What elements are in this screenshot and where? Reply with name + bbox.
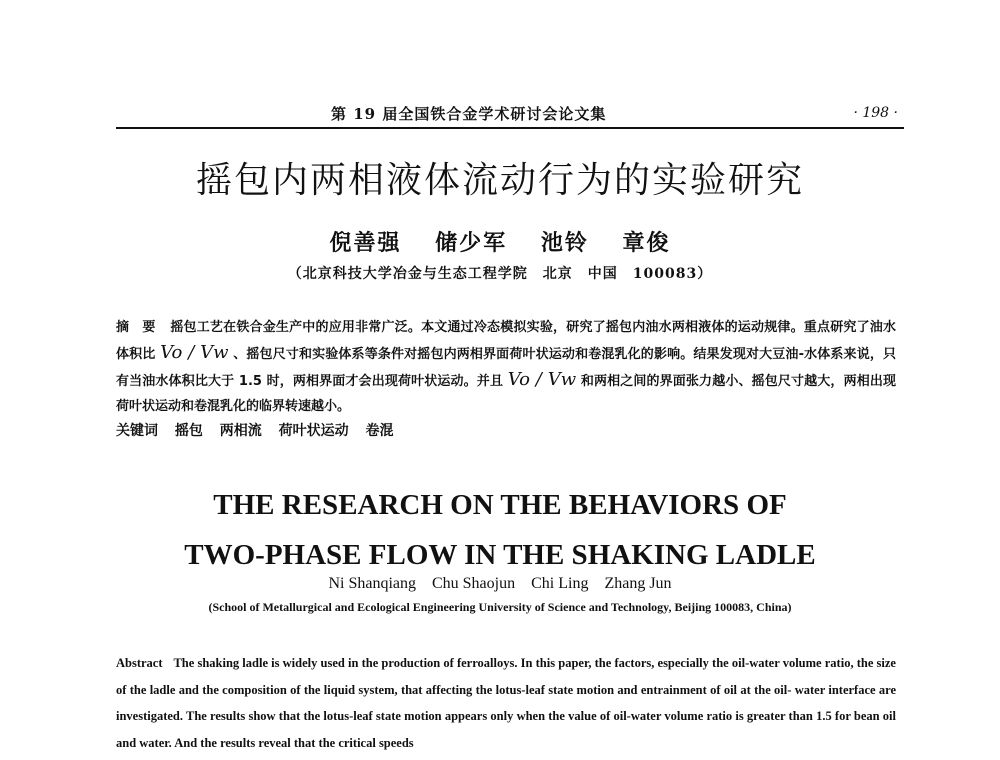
chinese-abstract-label: 摘 要 [116,320,156,335]
author-3: 池铃 [540,230,589,256]
running-header [116,101,904,129]
english-title [0,480,1000,580]
english-abstract [116,650,896,756]
keyword: 卷混 [365,423,394,439]
chinese-affiliation: （北京科技大学冶金与生态工程学院 北京 中国 100083） [287,266,713,282]
volume-ratio-symbol: Vo / Vw [507,369,577,390]
chinese-abstract [116,315,896,419]
author-1: 倪善强 [329,230,402,256]
page-number: · 198 · [853,105,898,121]
english-abstract-label: Abstract [116,656,163,670]
chinese-keywords [116,420,896,440]
author-2: 储少军 [435,230,508,256]
author-4: 章俊 [622,230,671,256]
chinese-abstract-part3: 和两相之间的界面张力越小、摇包尺寸越大，两相出现荷叶状运动和卷混乳化的临界转速越小。 [116,374,896,414]
chinese-title: 摇包内两相液体流动行为的实验研究 [195,160,804,201]
english-abstract-text: The shaking ladle is widely used in the production of ferroalloys. In this paper, the factors, especially the oil-water volume ratio, the size of the ladle and the composition of the liquid system, that affecting the lotus-leaf state motion and entrainment of oil at the oil- water interface are investigated. The results show that the lotus-leaf state motion appears only when the value of oil-water volume ratio is greater than 1.5 for bean oil and water. And the results reveal that the critical speeds [116,656,896,750]
keywords-label: 关键词 [116,423,158,439]
journal-title: 第 19 届全国铁合金学术研讨会论文集 [331,105,607,123]
keyword: 荷叶状运动 [278,423,349,439]
keyword: 摇包 [174,423,203,439]
english-affiliation: (School of Metallurgical and Ecological Engineering University of Science and Technology, Beijing 100083, China) [208,600,792,614]
english-title-line1: THE RESEARCH ON THE BEHAVIORS OF [213,489,787,521]
keyword: 两相流 [219,423,262,439]
chinese-abstract-part2: 、摇包尺寸和实验体系等条件对摇包内两相界面荷叶状运动和卷混乳化的影响。结果发现对大豆油-水体系来说，只有当油水体积比大于 1.5 时，两相界面才会出现荷叶状运动。并且 [116,347,897,389]
chinese-abstract-part1: 摇包工艺在铁合金生产中的应用非常广泛。本文通过冷态模拟实验，研究了摇包内油水两相液体的运动规律。重点研究了油水体积比 [116,320,896,362]
volume-ratio-symbol: Vo / Vw [160,342,229,363]
english-authors: Ni Shanqiang Chu Shaojun Chi Ling Zhang Jun [328,575,672,592]
english-title-line2: TWO-PHASE FLOW IN THE SHAKING LADLE [184,539,816,571]
chinese-authors [0,226,1000,257]
